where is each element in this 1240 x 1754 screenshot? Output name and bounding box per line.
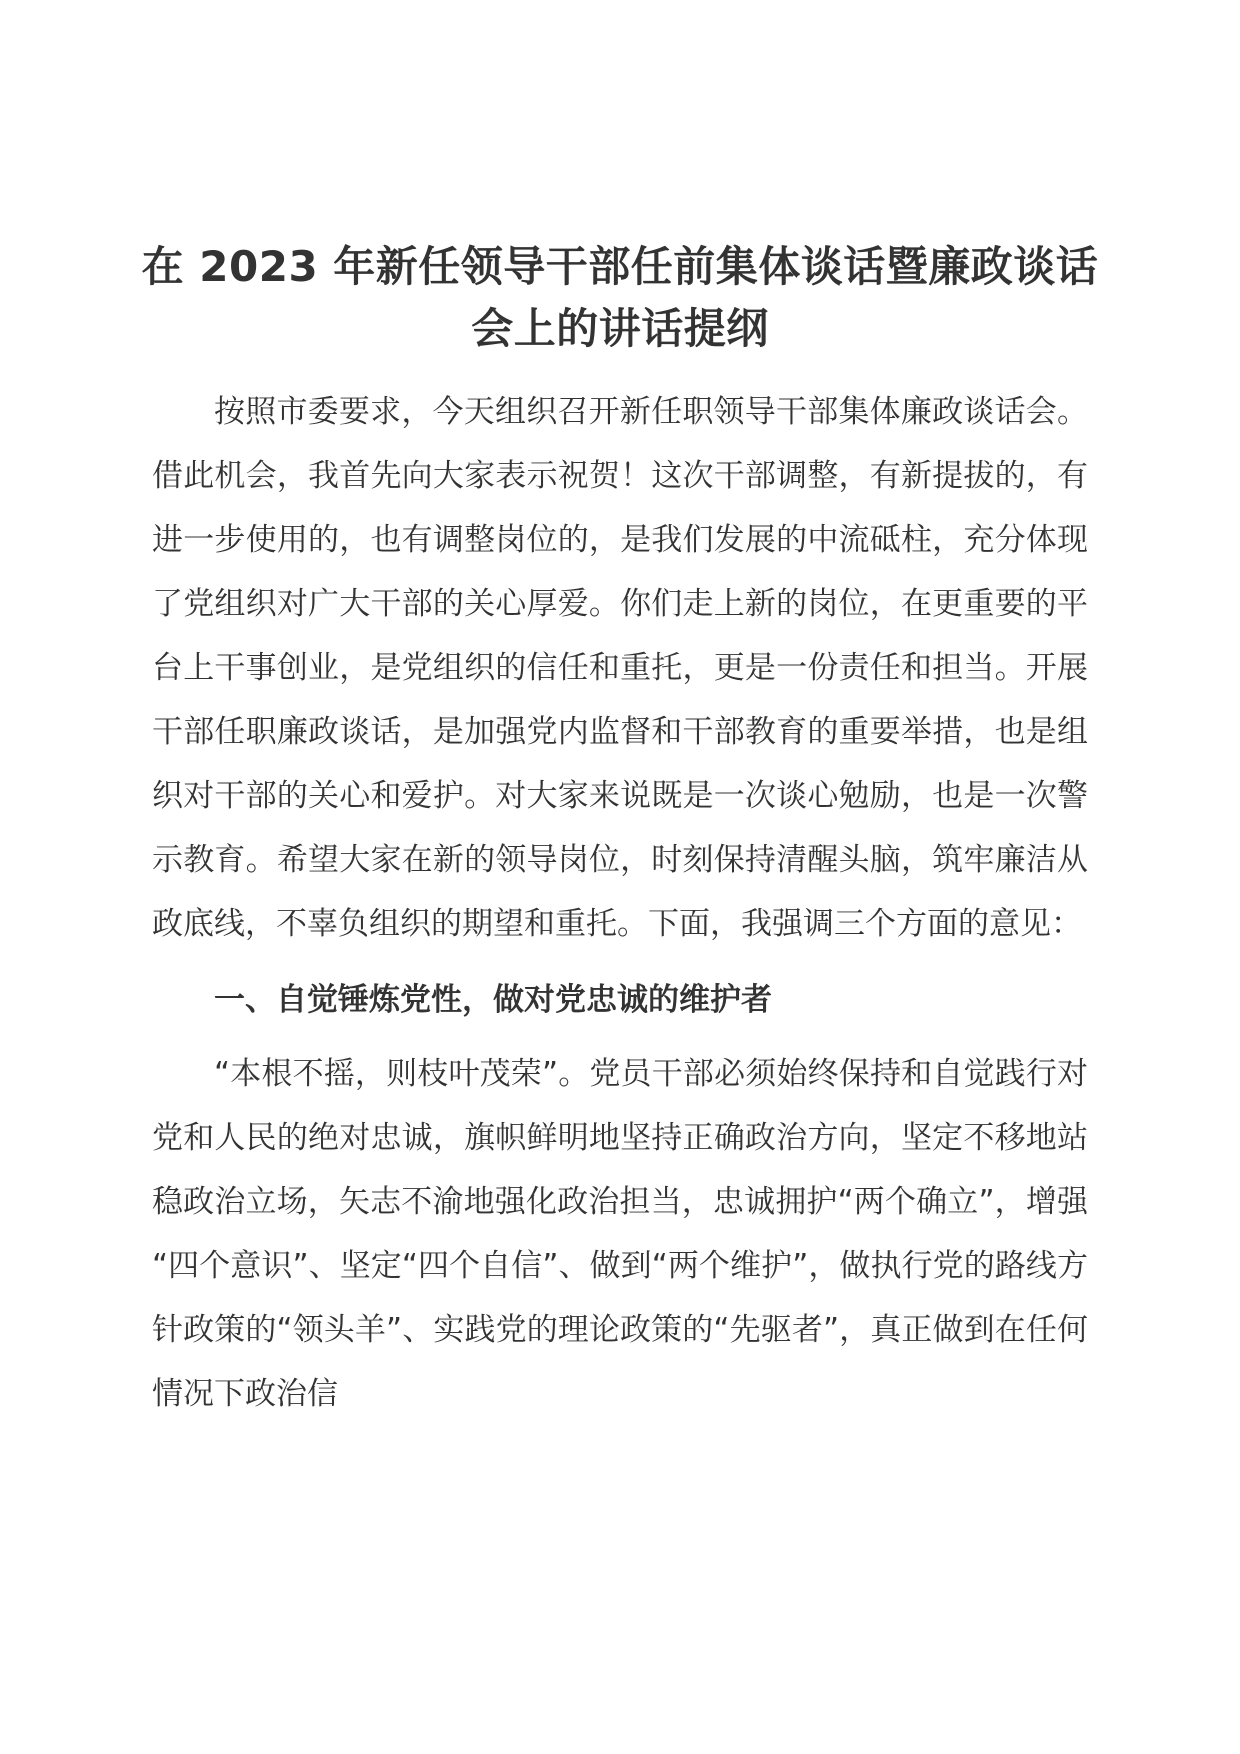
document-body [152,380,1088,1426]
document-title: 在 2023 年新任领导干部任前集体谈话暨廉政谈话会上的讲话提纲 [141,242,1099,353]
body-paragraph-1: 按照市委要求，今天组织召开新任职领导干部集体廉政谈话会。借此机会，我首先向大家表示祝贺！这次干部调整，有新提拔的，有进一步使用的，也有调整岗位的，是我们发展的中流砥柱，充分体现了党组织对广大干部的关心厚爱。你们走上新的岗位，在更重要的平台上干事创业，是党组织的信任和重托，更是一份责任和担当。开展干部任职廉政谈话，是加强党内监督和干部教育的重要举措，也是组织对干部的关心和爱护。对大家来说既是一次谈心勉励，也是一次警示教育。希望大家在新的领导岗位，时刻保持清醒头脑，筑牢廉洁从政底线，不辜负组织的期望和重托。下面，我强调三个方面的意见： [152,394,1088,942]
body-paragraph-2: “本根不摇，则枝叶茂荣”。党员干部必须始终保持和自觉践行对党和人民的绝对忠诚，旗帜鲜明地坚持正确政治方向，坚定不移地站稳政治立场，矢志不渝地强化政治担当，忠诚拥护“两个确立”，增强“四个意识”、坚定“四个自信”、做到“两个维护”，做执行党的路线方针政策的“领头羊”、实践党的理论政策的“先驱者”，真正做到在任何情况下政治信 [152,1056,1088,1412]
section-heading-1: 一、自觉锤炼党性，做对党忠诚的维护者 [214,982,772,1018]
